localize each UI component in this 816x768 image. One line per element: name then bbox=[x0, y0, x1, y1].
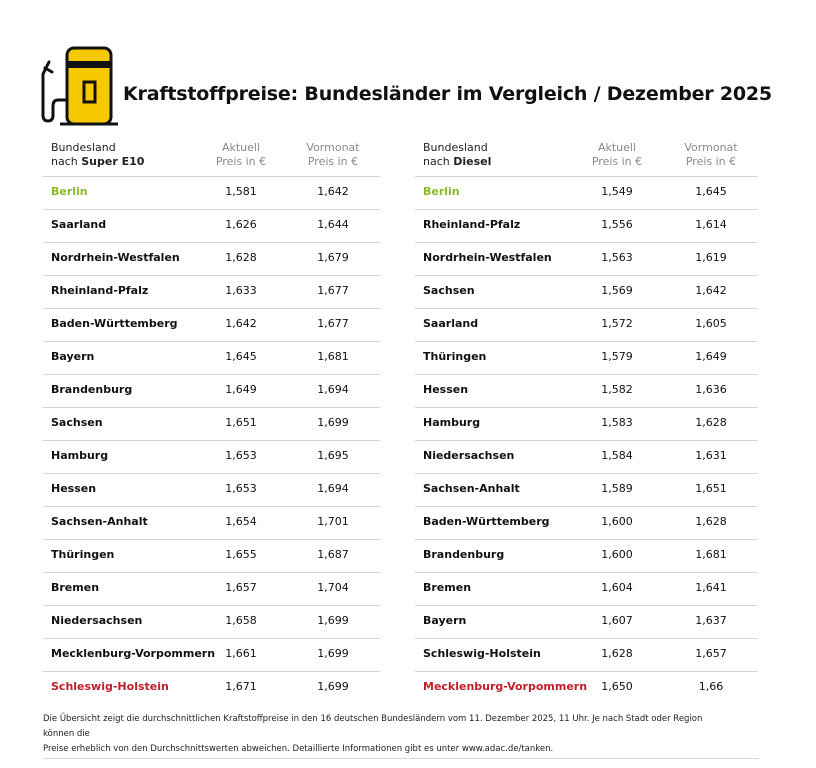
current-price: 1,633 bbox=[225, 284, 257, 297]
previous-price: 1,681 bbox=[317, 350, 349, 363]
state-name: Bayern bbox=[423, 614, 467, 627]
current-price: 1,563 bbox=[601, 251, 633, 264]
state-name: Rheinland-Pfalz bbox=[423, 218, 521, 231]
table-row bbox=[415, 573, 758, 606]
state-name: Sachsen-Anhalt bbox=[51, 515, 148, 528]
previous-price: 1,695 bbox=[317, 449, 349, 462]
current-price: 1,658 bbox=[225, 614, 257, 627]
state-name: Baden-Württemberg bbox=[51, 317, 178, 330]
previous-price: 1,699 bbox=[317, 614, 349, 627]
previous-price: 1,636 bbox=[695, 383, 727, 396]
state-name: Baden-Württemberg bbox=[423, 515, 550, 528]
table-header bbox=[415, 138, 758, 177]
previous-price: 1,619 bbox=[695, 251, 727, 264]
fuel-pump-icon bbox=[40, 44, 120, 128]
current-price: 1,581 bbox=[225, 185, 257, 198]
state-name: Sachsen bbox=[51, 416, 103, 429]
table-row bbox=[415, 474, 758, 507]
table-row bbox=[415, 243, 758, 276]
current-price: 1,579 bbox=[601, 350, 633, 363]
previous-price: 1,681 bbox=[695, 548, 727, 561]
table-row bbox=[43, 474, 380, 507]
state-name: Mecklenburg-Vorpommern bbox=[51, 647, 216, 660]
state-name: Rheinland-Pfalz bbox=[51, 284, 149, 297]
current-price: 1,572 bbox=[601, 317, 633, 330]
state-name: Brandenburg bbox=[51, 383, 133, 396]
previous-price: 1,704 bbox=[317, 581, 349, 594]
previous-price: 1,605 bbox=[695, 317, 727, 330]
state-name: Schleswig-Holstein bbox=[423, 647, 541, 660]
previous-price: 1,637 bbox=[695, 614, 727, 627]
state-name: Sachsen-Anhalt bbox=[423, 482, 520, 495]
state-name: Nordrhein-Westfalen bbox=[51, 251, 180, 264]
previous-price: 1,641 bbox=[695, 581, 727, 594]
current-price: 1,607 bbox=[601, 614, 633, 627]
current-price: 1,653 bbox=[225, 449, 257, 462]
previous-price: 1,645 bbox=[695, 185, 727, 198]
table-row bbox=[43, 375, 380, 408]
current-price: 1,649 bbox=[225, 383, 257, 396]
current-price: 1,626 bbox=[225, 218, 257, 231]
table-row bbox=[415, 408, 758, 441]
table-row bbox=[415, 342, 758, 375]
previous-price: 1,642 bbox=[317, 185, 349, 198]
current-price: 1,654 bbox=[225, 515, 257, 528]
table-super-e10 bbox=[43, 138, 380, 704]
table-row bbox=[415, 540, 758, 573]
divider bbox=[43, 758, 759, 759]
current-price: 1,600 bbox=[601, 515, 633, 528]
table-row bbox=[43, 606, 380, 639]
table-row bbox=[415, 375, 758, 408]
current-price: 1,556 bbox=[601, 218, 633, 231]
footnote: Die Übersicht zeigt die durchschnittlichen Kraftstoffpreise in den 16 deutschen Bundesländern vom 11. Dezember 2025, 11 Uhr. Je nach Stadt oder Region können die Preise erheblich von den Durchschnittswerten abweichen. Detaillierte Informationen gibt es unter www.adac.de/tanken. bbox=[43, 714, 703, 754]
current-price: 1,657 bbox=[225, 581, 257, 594]
table-row bbox=[415, 276, 758, 309]
current-price: 1,650 bbox=[601, 680, 633, 693]
previous-price: 1,687 bbox=[317, 548, 349, 561]
table-header bbox=[43, 138, 380, 177]
state-name: Niedersachsen bbox=[423, 449, 515, 462]
table-row bbox=[43, 573, 380, 606]
state-name: Nordrhein-Westfalen bbox=[423, 251, 552, 264]
previous-price: 1,614 bbox=[695, 218, 727, 231]
current-price: 1,651 bbox=[225, 416, 257, 429]
table-row bbox=[43, 210, 380, 243]
state-name: Niedersachsen bbox=[51, 614, 143, 627]
table-body bbox=[43, 177, 380, 704]
state-name: Bremen bbox=[51, 581, 100, 594]
current-price: 1,569 bbox=[601, 284, 633, 297]
current-price: 1,653 bbox=[225, 482, 257, 495]
current-price: 1,549 bbox=[601, 185, 633, 198]
state-name: Hessen bbox=[51, 482, 97, 495]
current-price: 1,589 bbox=[601, 482, 633, 495]
previous-price: 1,701 bbox=[317, 515, 349, 528]
column-header-previous: Vormonat Preis in € bbox=[684, 141, 738, 168]
previous-price: 1,694 bbox=[317, 383, 349, 396]
current-price: 1,604 bbox=[601, 581, 633, 594]
state-name: Hamburg bbox=[423, 416, 481, 429]
table-row bbox=[43, 177, 380, 210]
state-name: Thüringen bbox=[423, 350, 487, 363]
table-body bbox=[415, 177, 758, 704]
current-price: 1,584 bbox=[601, 449, 633, 462]
table-row bbox=[415, 639, 758, 672]
current-price: 1,661 bbox=[225, 647, 257, 660]
previous-price: 1,651 bbox=[695, 482, 727, 495]
previous-price: 1,699 bbox=[317, 647, 349, 660]
previous-price: 1,631 bbox=[695, 449, 727, 462]
previous-price: 1,677 bbox=[317, 317, 349, 330]
table-row bbox=[415, 606, 758, 639]
previous-price: 1,657 bbox=[695, 647, 727, 660]
column-header-current: Aktuell Preis in € bbox=[591, 141, 643, 168]
table-row bbox=[415, 177, 758, 210]
state-name: Saarland bbox=[51, 218, 107, 231]
fuel-type-label: Diesel bbox=[453, 155, 492, 168]
state-name: Hessen bbox=[423, 383, 469, 396]
state-name: Bayern bbox=[51, 350, 95, 363]
table-row bbox=[43, 408, 380, 441]
table-row bbox=[415, 210, 758, 243]
current-price: 1,583 bbox=[601, 416, 633, 429]
table-row bbox=[43, 342, 380, 375]
previous-price: 1,644 bbox=[317, 218, 349, 231]
current-price: 1,628 bbox=[225, 251, 257, 264]
state-name: Thüringen bbox=[51, 548, 115, 561]
previous-price: 1,642 bbox=[695, 284, 727, 297]
table-row bbox=[43, 276, 380, 309]
previous-price: 1,694 bbox=[317, 482, 349, 495]
table-row bbox=[43, 507, 380, 540]
previous-price: 1,628 bbox=[695, 416, 727, 429]
table-row bbox=[43, 540, 380, 573]
state-name: Mecklenburg-Vorpommern bbox=[423, 680, 588, 693]
state-name: Sachsen bbox=[423, 284, 475, 297]
state-name: Brandenburg bbox=[423, 548, 505, 561]
current-price: 1,582 bbox=[601, 383, 633, 396]
table-row bbox=[43, 309, 380, 342]
state-name: Hamburg bbox=[51, 449, 109, 462]
current-price: 1,671 bbox=[225, 680, 257, 693]
fuel-type-label: Super E10 bbox=[81, 155, 145, 168]
previous-price: 1,679 bbox=[317, 251, 349, 264]
previous-price: 1,649 bbox=[695, 350, 727, 363]
table-row bbox=[415, 507, 758, 540]
previous-price: 1,677 bbox=[317, 284, 349, 297]
previous-price: 1,628 bbox=[695, 515, 727, 528]
state-name: Saarland bbox=[423, 317, 479, 330]
table-row bbox=[43, 441, 380, 474]
column-header-previous: Vormonat Preis in € bbox=[306, 141, 360, 168]
table-row bbox=[43, 639, 380, 672]
state-name: Bremen bbox=[423, 581, 472, 594]
state-name: Schleswig-Holstein bbox=[51, 680, 169, 693]
table-row bbox=[415, 309, 758, 342]
column-header-current: Aktuell Preis in € bbox=[215, 141, 267, 168]
table-diesel bbox=[415, 138, 758, 704]
current-price: 1,628 bbox=[601, 647, 633, 660]
previous-price: 1,699 bbox=[317, 416, 349, 429]
state-name: Berlin bbox=[51, 185, 88, 198]
table-row bbox=[415, 672, 758, 704]
table-row bbox=[43, 672, 380, 704]
current-price: 1,600 bbox=[601, 548, 633, 561]
page-title: Kraftstoffpreise: Bundesländer im Vergleich / Dezember 2025 bbox=[123, 83, 772, 105]
current-price: 1,645 bbox=[225, 350, 257, 363]
current-price: 1,642 bbox=[225, 317, 257, 330]
previous-price: 1,699 bbox=[317, 680, 349, 693]
table-row bbox=[415, 441, 758, 474]
column-header-state: Bundesland nach Diesel bbox=[423, 141, 492, 168]
table-row bbox=[43, 243, 380, 276]
column-header-state: Bundesland nach Super E10 bbox=[51, 141, 145, 168]
previous-price: 1,66 bbox=[698, 680, 724, 693]
state-name: Berlin bbox=[423, 185, 460, 198]
current-price: 1,655 bbox=[225, 548, 257, 561]
